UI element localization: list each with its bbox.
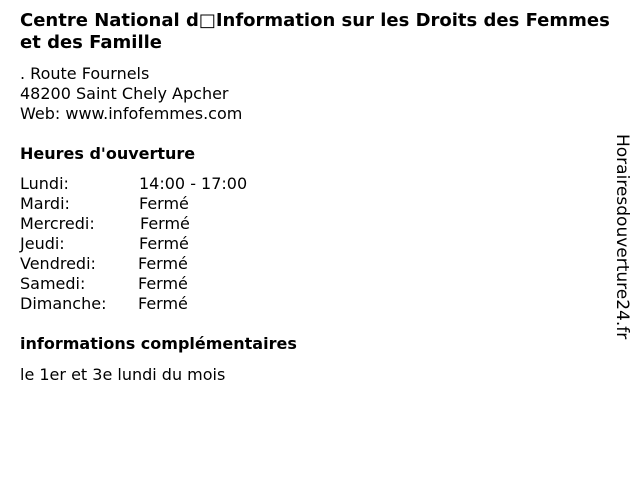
- day-label: Mardi:: [20, 194, 70, 213]
- day-label: Dimanche:: [20, 294, 107, 313]
- site-watermark-label: Horairesdouverture24.fr: [612, 134, 632, 340]
- hours-value: Fermé: [140, 214, 190, 233]
- hours-value: 14:00 - 17:00: [139, 174, 248, 193]
- additional-info-heading: informations complémentaires: [20, 334, 297, 353]
- day-label: Samedi:: [20, 274, 86, 293]
- day-label: Mercredi:: [20, 214, 95, 233]
- page-title: Centre National d□Information sur les Droits des Femmes et des Famille: [20, 10, 610, 53]
- website-text: Web: www.infofemmes.com: [20, 104, 243, 123]
- additional-info-text: le 1er et 3e lundi du mois: [20, 365, 226, 384]
- hours-value: Fermé: [138, 274, 188, 293]
- address-block: [20, 64, 242, 124]
- day-label: Lundi:: [20, 174, 69, 193]
- street-address: . Route Fournels: [20, 64, 150, 83]
- day-label: Vendredi:: [20, 254, 96, 273]
- city-postcode: 48200 Saint Chely Apcher: [20, 84, 229, 103]
- opening-hours-heading: Heures d'ouverture: [20, 144, 196, 163]
- day-label: Jeudi:: [20, 234, 65, 253]
- hours-value: Fermé: [138, 294, 188, 313]
- hours-value: Fermé: [138, 254, 188, 273]
- hours-value: Fermé: [139, 194, 189, 213]
- hours-value: Fermé: [139, 234, 189, 253]
